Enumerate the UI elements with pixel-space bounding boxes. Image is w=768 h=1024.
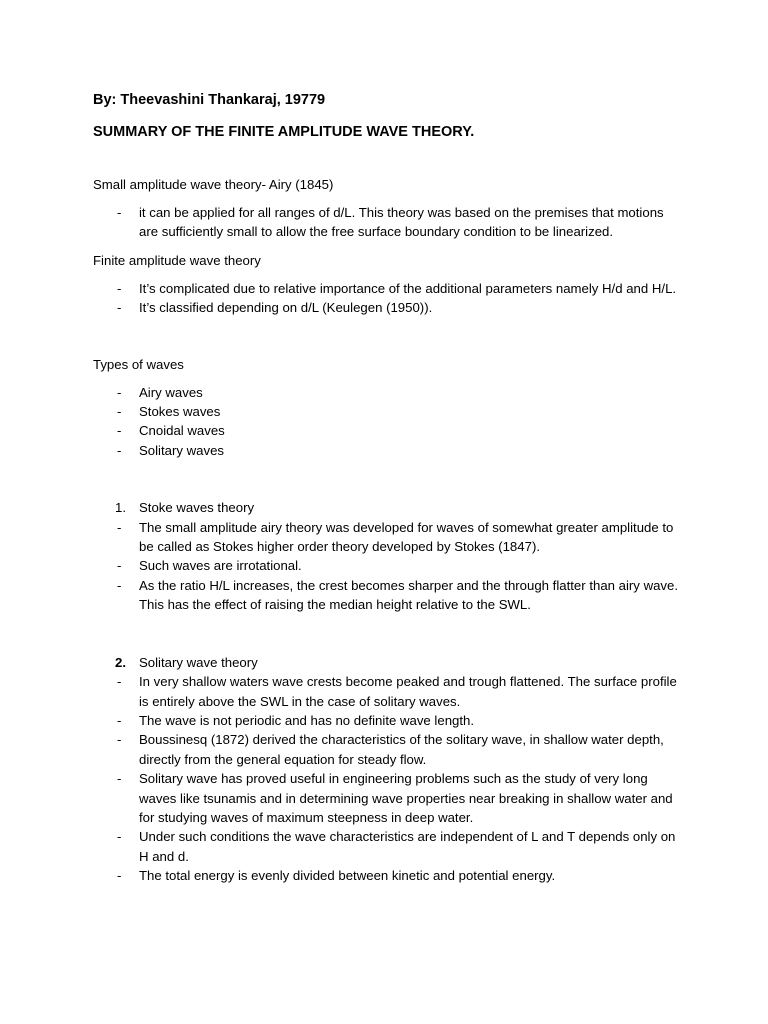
list-item-text: Such waves are irrotational. bbox=[139, 558, 302, 574]
list-item bbox=[93, 279, 683, 298]
solitary-theory-heading bbox=[93, 653, 683, 672]
list-item-text: Stokes waves bbox=[139, 404, 221, 420]
list-item bbox=[93, 383, 683, 402]
finite-amplitude-heading: Finite amplitude wave theory bbox=[93, 252, 261, 268]
list-item-text: It’s complicated due to relative importance of the additional parameters namely H/d and H/L. bbox=[139, 280, 677, 296]
document-title: SUMMARY OF THE FINITE AMPLITUDE WAVE THEORY. bbox=[93, 124, 475, 140]
dash-bullet: - bbox=[117, 829, 122, 845]
author-line: By: Theevashini Thankaraj, 19779 bbox=[93, 92, 326, 108]
small-amplitude-heading: Small amplitude wave theory- Airy (1845) bbox=[93, 177, 334, 192]
stoke-theory-list bbox=[93, 518, 683, 615]
dash-bullet: - bbox=[117, 442, 122, 458]
list-item bbox=[93, 711, 683, 730]
list-item-text: The wave is not periodic and has no definite wave length. bbox=[139, 712, 475, 728]
list-item bbox=[93, 730, 683, 769]
dash-bullet: - bbox=[117, 868, 122, 884]
list-item bbox=[93, 672, 683, 711]
dash-bullet: - bbox=[117, 300, 122, 316]
list-item bbox=[93, 769, 683, 827]
list-item bbox=[93, 576, 683, 615]
list-item-text: It’s classified depending on d/L (Keulegen (1950)). bbox=[139, 300, 433, 316]
list-item-text: Boussinesq (1872) derived the characteristics of the solitary wave, in shallow water depth, directly from the general equation for steady flow. bbox=[139, 732, 664, 767]
list-item-text: As the ratio H/L increases, the crest becomes sharper and the through flatter than airy wave. This has the effect of raising the median height relative to the SWL. bbox=[139, 577, 679, 613]
types-of-waves-list bbox=[93, 383, 683, 461]
list-item bbox=[93, 556, 683, 575]
small-amplitude-list bbox=[93, 203, 683, 242]
section-heading-text: Stoke waves theory bbox=[139, 500, 255, 516]
list-item-text: In very shallow waters wave crests become peaked and trough flattened. The surface profile is entirely above the SWL in the case of solitary waves. bbox=[139, 674, 677, 709]
dash-bullet: - bbox=[117, 577, 122, 593]
list-item bbox=[93, 421, 683, 440]
dash-bullet: - bbox=[117, 384, 122, 400]
finite-amplitude-list bbox=[93, 279, 683, 318]
document-body bbox=[93, 90, 683, 886]
dash-bullet: - bbox=[117, 771, 122, 787]
dash-bullet: - bbox=[117, 519, 122, 535]
list-item-text: Solitary wave has proved useful in engineering problems such as the study of very long waves like tsunamis and in determining wave properties near breaking in shallow water and for studying waves of maximum steepness in deep water. bbox=[139, 771, 673, 825]
list-item bbox=[93, 298, 683, 317]
stoke-theory-heading bbox=[93, 498, 683, 517]
list-item bbox=[93, 402, 683, 421]
list-item-text: Airy waves bbox=[139, 384, 203, 400]
types-of-waves-heading: Types of waves bbox=[93, 356, 184, 372]
dash-bullet: - bbox=[117, 423, 122, 439]
dash-bullet: - bbox=[117, 404, 122, 420]
section-number: 2. bbox=[115, 654, 126, 670]
section-heading-text: Solitary wave theory bbox=[139, 654, 258, 670]
list-item bbox=[93, 827, 683, 866]
dash-bullet: - bbox=[117, 280, 122, 296]
list-item-text: Cnoidal waves bbox=[139, 423, 225, 439]
list-item-text: The total energy is evenly divided between kinetic and potential energy. bbox=[139, 868, 556, 884]
dash-bullet: - bbox=[117, 712, 122, 728]
dash-bullet: - bbox=[117, 205, 122, 220]
dash-bullet: - bbox=[117, 674, 122, 690]
dash-bullet: - bbox=[117, 558, 122, 574]
solitary-theory-list bbox=[93, 672, 683, 885]
list-item bbox=[93, 203, 683, 242]
list-item-text: it can be applied for all ranges of d/L. This theory was based on the premises that motions are sufficiently small to allow the free surface boundary condition to be linearized. bbox=[139, 205, 664, 240]
list-item bbox=[93, 866, 683, 885]
list-item-text: Under such conditions the wave characteristics are independent of L and T depends only on H and d. bbox=[139, 829, 676, 864]
list-item bbox=[93, 518, 683, 557]
section-number: 1. bbox=[115, 500, 126, 516]
list-item-text: The small amplitude airy theory was developed for waves of somewhat greater amplitude to be called as Stokes higher order theory developed by Stokes (1847). bbox=[139, 519, 674, 555]
list-item-text: Solitary waves bbox=[139, 442, 225, 458]
list-item bbox=[93, 441, 683, 460]
dash-bullet: - bbox=[117, 732, 122, 748]
